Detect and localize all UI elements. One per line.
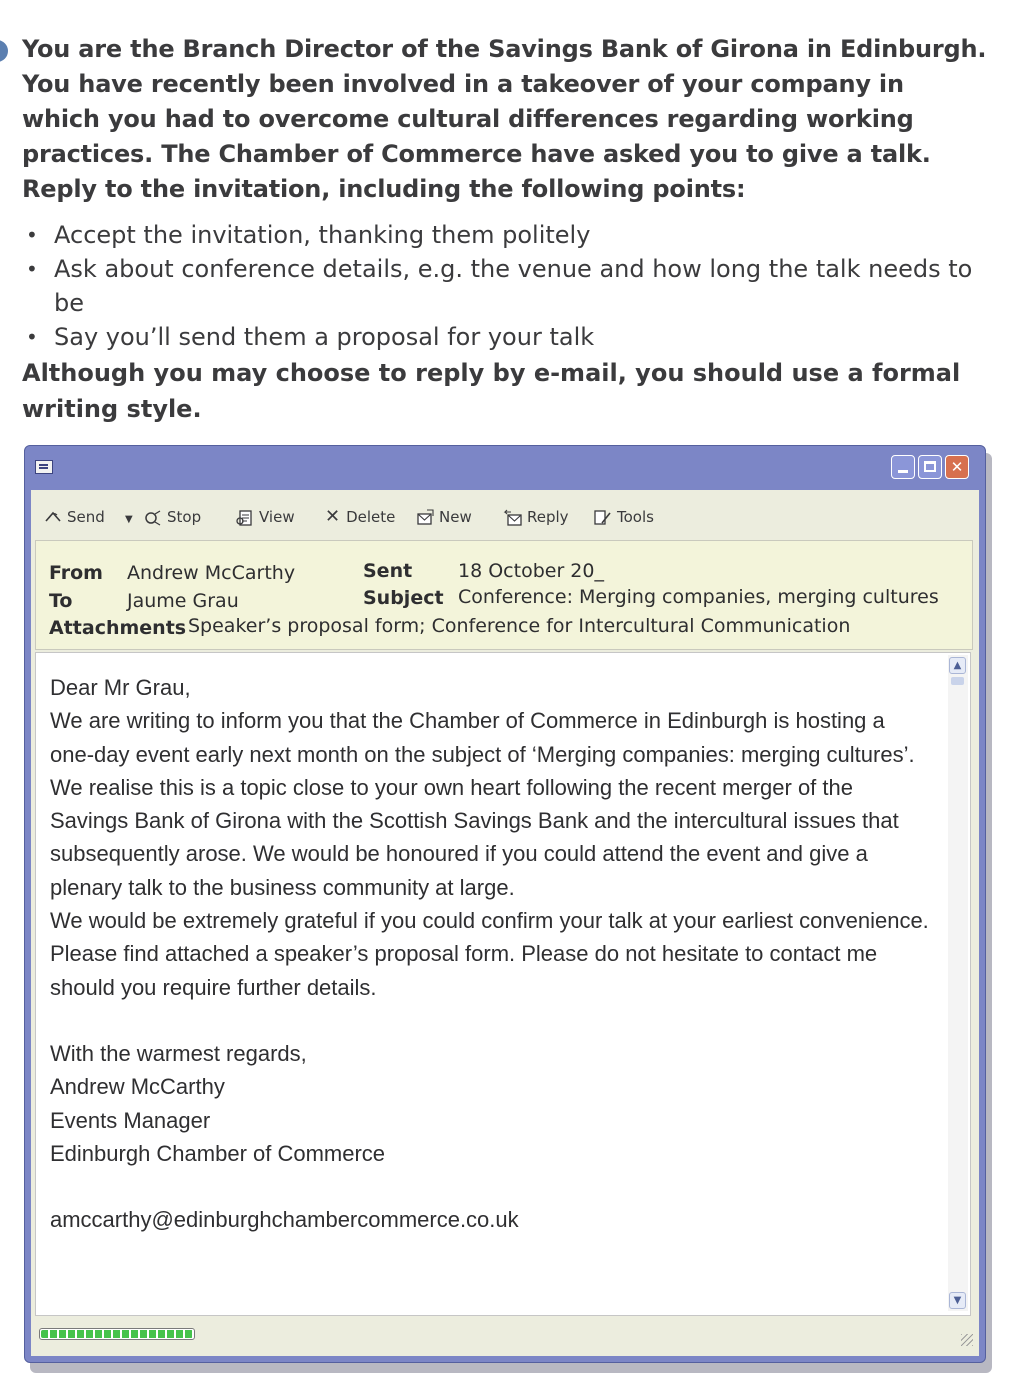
progress-fill xyxy=(41,1330,193,1338)
envelope-icon xyxy=(35,460,53,474)
style-note: Although you may choose to reply by e-mail, you should use a formal writing style. xyxy=(22,359,961,423)
subject-label: Subject xyxy=(363,587,444,609)
reply-button[interactable]: Reply xyxy=(503,506,569,528)
close-icon: ✕ xyxy=(950,458,964,476)
reply-icon xyxy=(503,509,523,527)
to-value: Jaume Grau xyxy=(127,590,239,612)
task-bullet: • Ask about conference details, e.g. the venue and how long the talk needs to be xyxy=(22,252,987,320)
window-client-area xyxy=(31,490,979,1356)
attachments-label: Attachments xyxy=(49,617,187,639)
message-text xyxy=(50,671,930,1236)
view-button[interactable]: View xyxy=(235,506,295,528)
maximize-icon xyxy=(924,461,936,472)
toolbar xyxy=(31,490,979,538)
progress-bar xyxy=(39,1328,195,1340)
status-bar xyxy=(31,1320,979,1350)
greeting: Dear Mr Grau, xyxy=(50,675,191,700)
send-icon xyxy=(43,509,63,527)
maximize-button[interactable] xyxy=(918,455,942,479)
send-dropdown-button[interactable] xyxy=(125,506,133,528)
stop-icon xyxy=(143,509,163,527)
message-header xyxy=(35,540,973,650)
minimize-button[interactable] xyxy=(891,455,915,479)
new-button[interactable]: New xyxy=(415,506,472,528)
bullet-icon: • xyxy=(26,257,38,281)
task-marker xyxy=(0,40,8,62)
tools-button[interactable]: Tools xyxy=(593,506,654,528)
send-button[interactable]: Send xyxy=(43,506,105,528)
paragraph: We would be extremely grateful if you could confirm your talk at your earliest convenience. Please find attached a speaker’s proposal form. Please do not hesitate to contact me should you require further details. xyxy=(50,908,929,1000)
resize-grip-icon[interactable] xyxy=(961,1334,973,1346)
closing: With the warmest regards, xyxy=(50,1040,307,1066)
signature-title: Events Manager xyxy=(50,1107,211,1133)
from-value: Andrew McCarthy xyxy=(127,562,296,584)
attachments-value[interactable]: Speaker’s proposal form; Conference for Intercultural Communication xyxy=(188,615,851,637)
sent-label: Sent xyxy=(363,560,413,582)
subject-value: Conference: Merging companies, merging cultures xyxy=(458,586,939,608)
task-bullet: • Say you’ll send them a proposal for your talk xyxy=(22,320,987,354)
vertical-scrollbar[interactable] xyxy=(948,655,968,1311)
signature-name: Andrew McCarthy xyxy=(50,1074,225,1100)
new-message-icon xyxy=(415,509,435,527)
paragraph: We realise this is a topic close to your own heart following the recent merger of the Savings Bank of Girona with the Scottish Savings Bank and the intercultural issues that subsequently arose. We would be honoured if you could attend the event and give a plenary talk to the business community at large. xyxy=(50,774,899,900)
bullet-icon: • xyxy=(26,223,38,247)
scroll-down-button[interactable] xyxy=(949,1292,966,1309)
to-label: To xyxy=(49,590,73,612)
paragraph: We are writing to inform you that the Chamber of Commerce in Edinburgh is hosting a one-day event early next month on the subject of ‘Merging companies: merging cultures’. xyxy=(50,708,915,767)
sent-value: 18 October 20_ xyxy=(458,560,604,582)
scroll-up-button[interactable] xyxy=(949,657,966,674)
bullet-icon: • xyxy=(26,325,38,349)
tools-icon xyxy=(593,509,613,527)
from-label: From xyxy=(49,562,103,584)
message-body[interactable] xyxy=(35,652,971,1316)
view-icon xyxy=(235,509,255,527)
minimize-icon xyxy=(898,470,908,473)
signature-email[interactable]: amccarthy@edinburghchambercommerce.co.uk xyxy=(50,1207,519,1233)
spacer xyxy=(50,1170,930,1203)
signature-organization: Edinburgh Chamber of Commerce xyxy=(50,1140,386,1166)
spacer xyxy=(50,1004,930,1037)
email-window xyxy=(24,445,986,1363)
stop-button[interactable]: Stop xyxy=(143,506,201,528)
scroll-thumb[interactable] xyxy=(951,677,964,685)
chevron-down-icon: ▼ xyxy=(953,1295,962,1306)
close-button[interactable] xyxy=(945,455,969,479)
chevron-up-icon: ▲ xyxy=(953,660,962,671)
task-bullet-list xyxy=(22,218,987,354)
dropdown-arrow-icon: ▼ xyxy=(125,514,133,525)
task-bullet: • Accept the invitation, thanking them politely xyxy=(22,218,987,252)
task-instructions: You are the Branch Director of the Savings Bank of Girona in Edinburgh. You have recently been involved in a takeover of your company in which you had to overcome cultural differences regarding working practices. The Chamber of Commerce have asked you to give a talk. Reply to the invitation, including the following points: xyxy=(22,35,987,203)
title-bar[interactable] xyxy=(25,446,985,490)
delete-icon: ✕ xyxy=(325,506,341,527)
delete-button[interactable]: ✕ Delete xyxy=(325,506,396,527)
